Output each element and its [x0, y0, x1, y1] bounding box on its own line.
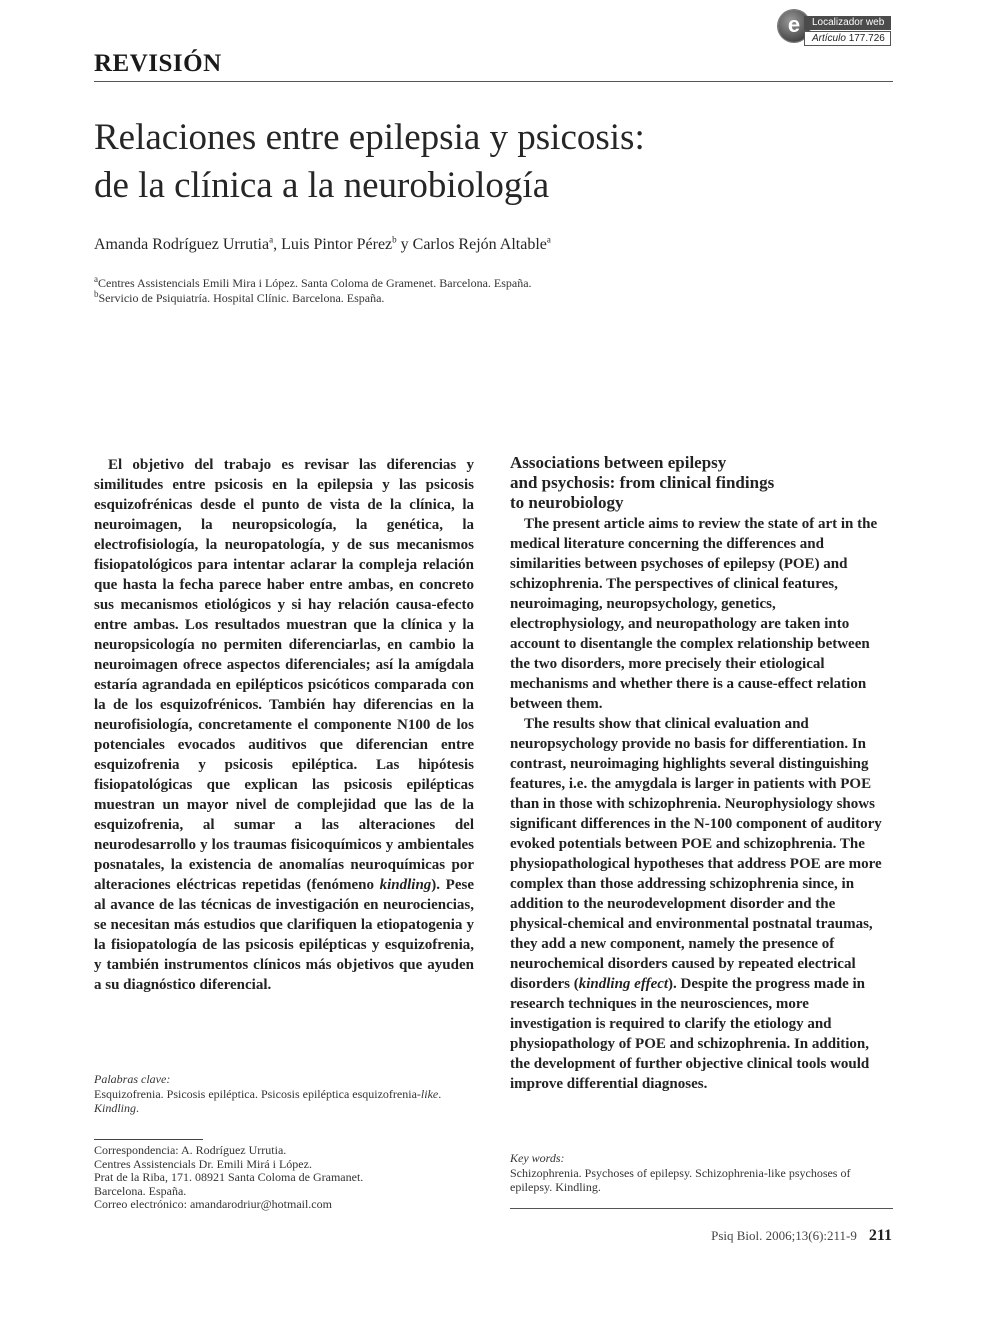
header-divider: [94, 81, 893, 82]
keywords-text: [94, 1087, 464, 1115]
abstract-english-title: [510, 453, 840, 513]
en-title-line: to neurobiology: [510, 493, 624, 512]
author-affil-mark: b: [392, 234, 397, 245]
author-affil-mark: a: [546, 234, 551, 245]
article-number-box: [804, 31, 891, 46]
kw-es-end: .: [136, 1101, 140, 1115]
abstract-es-italic: kindling: [379, 877, 432, 893]
page-number: 211: [868, 1227, 892, 1244]
author-name: Amanda Rodríguez Urrutia: [94, 236, 270, 253]
en-title-line: and psychosis: from clinical findings: [510, 473, 775, 492]
affil-text: Servicio de Psiquiatría. Hospital Clínic. Barcelona. España.: [98, 291, 385, 305]
keywords-spanish: [94, 1072, 464, 1115]
elsevier-e-icon: e: [778, 10, 810, 42]
footer-divider: [510, 1208, 893, 1209]
kw-es-italic: like: [420, 1087, 439, 1101]
author-list: [94, 236, 551, 254]
en-title-line: Associations between epilepsy: [510, 453, 727, 472]
author-name: Carlos Rejón Altable: [412, 236, 547, 253]
author-affil-mark: a: [269, 234, 274, 245]
affil-mark: a: [94, 274, 98, 284]
correspondence-line: Barcelona. España.: [94, 1183, 187, 1198]
affiliation: [94, 291, 532, 306]
en-p2-italic: kindling effect: [578, 976, 669, 992]
correspondence: [94, 1144, 363, 1212]
article-label: Artículo: [812, 33, 846, 44]
affil-mark: b: [94, 289, 99, 299]
keywords-label: Key words:: [510, 1151, 565, 1165]
kw-es-italic2: Kindling: [94, 1101, 137, 1115]
keywords-label: Palabras clave:: [94, 1072, 171, 1086]
abstract-es-text: El objetivo del trabajo es revisar las diferencias y similitudes entre psicosis en la epilepsia y las psicosis esquizofrénicas desde el punto de vista de la clínica, la neuroimagen, la neuropsicología, la genética, la electrofisiología, la neuropatología, y de sus mecanismos fisiopatológicos para intentar aclarar la compleja relación que hasta la fecha parece haber entre ambas, en concreto sus mecanismos etiológicos y si hay relación causa-efecto entre ambas. Los resultados muestran que la clínica y la neuropsicología no permiten diferenciarlas, en cambio la neuroimagen ofrece aspectos diferenciales; así la amígdala estaría agrandada en epilépticos psicóticos comparada con la de los esquizofrénicos. También hay diferencias en la neurofisiología, concretamente el componente N100 de los potenciales evocados auditivos que diferencian entre esquizofrenia y psicosis epiléptica. Las hipótesis fisiopatológicas que explican las psicosis epilépticas muestran un mayor nivel de complejidad que las de la esquizofrenia, al sumar a las alteraciones del neurodesarrollo y los traumas fisicoquímicos y ambientales posnatales, la existencia de anomalías neuroquímicas por alteraciones eléctricas repetidas (fenómeno: [94, 457, 474, 893]
section-label: REVISIÓN: [94, 50, 222, 77]
author-separator: y: [396, 236, 413, 253]
affil-text: Centres Assistencials Emili Mira i López. Santa Coloma de Gramenet. Barcelona. España.: [98, 276, 532, 290]
title-line-1: Relaciones entre epilepsia y psicosis:: [94, 117, 645, 158]
abstract-spanish: [94, 455, 474, 995]
abstract-es-text-end: ). Pese al avance de las técnicas de investigación en neurociencias, se necesitan más estudios que clarifiquen la etiopatogenia y la fisiopatología de las psicosis epilépticas y esquizofrenia, y también instrumentos clínicos más objetivos que ayuden a su diagnóstico diferencial.: [94, 877, 474, 993]
author-name: Luis Pintor Pérez: [281, 236, 393, 253]
correspondence-email: Correo electrónico: amandarodriur@hotmail.com: [94, 1197, 332, 1211]
keywords-english: [510, 1151, 892, 1194]
correspondence-divider: [94, 1139, 203, 1140]
locator-label: Localizador web: [804, 16, 891, 30]
author-separator: ,: [273, 236, 282, 253]
en-p2-text-end: ). Despite the progress made in research techniques in the neurosciences, more investigation is required to clarify the etiology and physiopathology of POE and schizophrenia. In addition, the development of further objective clinical tools would improve differential diagnoses.: [510, 976, 870, 1092]
affiliation: [94, 276, 532, 291]
abstract-english: [510, 514, 892, 1094]
keywords-text: Schizophrenia. Psychoses of epilepsy. Schizophrenia-like psychoses of epilepsy. Kindling.: [510, 1166, 851, 1194]
correspondence-line: Prat de la Riba, 171. 08921 Santa Coloma de Gramanet.: [94, 1170, 364, 1184]
abstract-en-paragraph: [510, 714, 892, 1094]
article-title: [94, 114, 874, 210]
web-locator-badge: [778, 9, 894, 49]
journal-citation: Psiq Biol. 2006;13(6):211-9: [711, 1228, 857, 1243]
title-line-2: de la clínica a la neurobiología: [94, 165, 550, 206]
affiliations: [94, 276, 532, 306]
kw-es-tail: .: [438, 1087, 442, 1101]
page-footer: [711, 1227, 892, 1245]
correspondence-line: Correspondencia: A. Rodríguez Urrutia.: [94, 1143, 287, 1157]
en-p2-text: The results show that clinical evaluation and neuropsychology provide no basis for differentiation. In contrast, neuroimaging highlights several distinguishing features, i.e. the amygdala is larger in patients with POE than in those with schizophrenia. Neurophysiology shows significant differences in the N-100 component of auditory evoked potentials between POE and schizophrenia. The physiopathological hypotheses that address POE are more complex than those addressing schizophrenia since, in addition to the neurodevelopment disorder and the physical-chemical and environmental postnatal traumas, they add a new component, namely the presence of neurochemical disorders caused by repeated electrical disorders (: [510, 716, 882, 992]
article-number: 177.726: [848, 33, 885, 44]
correspondence-line: Centres Assistencials Dr. Emili Mirá i López.: [94, 1156, 312, 1171]
kw-es-main: Esquizofrenia. Psicosis epiléptica. Psicosis epiléptica esquizofrenia-: [94, 1087, 421, 1101]
abstract-en-paragraph: The present article aims to review the state of art in the medical literature concerning the differences and similarities between psychoses of epilepsy (POE) and schizophrenia. The perspectives of clinical features, neuroimaging, neuropsychology, genetics, electrophysiology, and neuropathology are taken into account to disentangle the complex relationship between the two disorders, more precisely their etiological mechanisms and whether there is a cause-effect relation between them.: [510, 516, 878, 712]
